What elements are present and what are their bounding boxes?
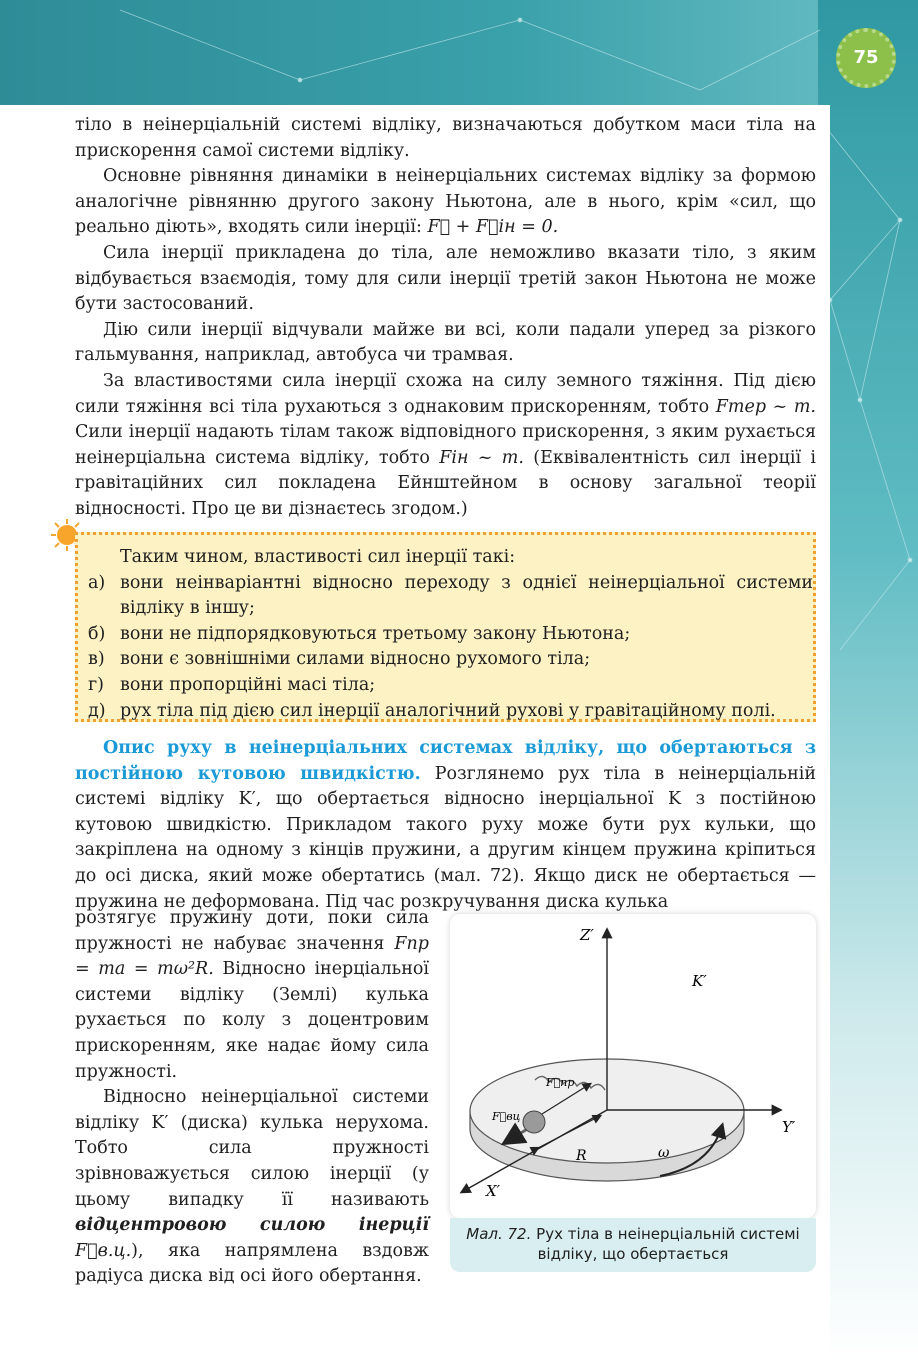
- list-item: а) вони неінваріантні відносно переходу з однієї неінерціальної системи відліку в іншу;: [88, 572, 813, 619]
- formula-newton-inertial: F⃗ + F⃗ін = 0.: [427, 217, 559, 238]
- page-number-badge: 75: [836, 28, 896, 88]
- paragraph-2: Основне рівняння динаміки в неінерціальних системах відліку за формою аналогічне рівнянню другого закону Ньютона, але в нього, крім «сил, що реально діють», входять сили інерції: F⃗ + F⃗ін = 0.: [75, 166, 816, 238]
- section-rotating-frames: [75, 736, 816, 915]
- elastic-force-label: F⃗пр: [546, 1076, 575, 1089]
- caption-text: Рух тіла в неінерціальній системі відліку, що обертається: [536, 1225, 800, 1263]
- omega-label: ω: [658, 1145, 670, 1161]
- ball: [523, 1111, 545, 1133]
- left-paragraph-1: розтягує пружину доти, поки сила пружності не набуває значення Fпр = ma = mω²R. Відносно інерціальної системи відліку (Землі) кулька рухається по колу з доцентровим прискоренням, яке надає йому сила пружності.: [75, 908, 429, 1082]
- frame-label: K′: [692, 972, 707, 990]
- section-text: Розглянемо рух тіла в неінерціальній системі відліку K′, що обертається відносно інерціальної K з постійною кутовою швидкістю. Прикладом такого руху може бути рух кульки, що закріплена на одному з кінців пружини, а другим кінцем пружина кріпиться до осі диска, який може обертатись (мал. 72). Якщо диск не обертається — пружина не деформована. Під час розкручування диска кулька: [75, 763, 816, 912]
- figure-caption: [450, 1218, 816, 1272]
- list-item: в) вони є зовнішніми силами відносно рухомого тіла;: [88, 649, 591, 670]
- rotating-disk-diagram: [450, 914, 816, 1218]
- paragraph-1: тіло в неінерціальній системі відліку, визначаються добутком маси тіла на прискорення самої системи відліку.: [75, 115, 816, 161]
- summary-box: [75, 532, 816, 722]
- term-centrifugal-force: відцентровою силою інерції: [75, 1215, 429, 1236]
- formula-elastic-force: Fпр = ma = mω²R.: [75, 933, 429, 980]
- list-item: г) вони пропорційні масі тіла;: [88, 674, 376, 695]
- main-text: [75, 113, 816, 523]
- left-column-text: [75, 906, 429, 1290]
- list-item: б) вони не підпорядковуються третьому закону Ньютона;: [88, 623, 631, 644]
- paragraph-3: Сила інерції прикладена до тіла, але неможливо вказати тіло, з яким відбувається взаємодія, тому для сили інерції третій закон Ньютона не може бути застосований.: [75, 242, 816, 315]
- x-label: X′: [486, 1182, 501, 1200]
- paragraph-4: Дію сили інерції відчували майже ви всі, коли падали уперед за різкого гальмування, наприклад, автобуса чи трамвая.: [75, 319, 816, 366]
- y-label: Y′: [782, 1118, 796, 1136]
- radius-label: R: [576, 1148, 587, 1164]
- section-heading: Опис руху в неінерціальних системах відліку, що обертаються з постійною кутовою швидкістю.: [75, 738, 816, 784]
- formula-gravity-proportion: Fтер ~ m.: [715, 396, 816, 417]
- left-paragraph-2: Відносно неінерціальної системи відліку K′ (диска) кулька нерухома. Тобто сила пружності зрівноважується силою інерції (у цьому випадку її називають відцентровою силою інерції F⃗в.ц.), яка напрямлена вздовж радіуса диска від осі його обертання.: [75, 1087, 429, 1287]
- summary-intro: Таким чином, властивості сил інерції такі:: [120, 547, 516, 567]
- caption-number: Мал. 72.: [466, 1225, 532, 1243]
- figure-72: [450, 914, 816, 1218]
- z-label: Z′: [580, 926, 594, 944]
- inertia-force-label: F⃗вц: [492, 1110, 521, 1123]
- formula-centrifugal: F⃗в.ц.: [75, 1240, 132, 1261]
- paragraph-5: За властивостями сила інерції схожа на силу земного тяжіння. Під дією сили тяжіння всі тіла рухаються з однаковим прискоренням, тобто Fтер ~ m. Сили інерції надають тілам також відповідного прискорення, з яким рухається неінерціальна система відліку, тобто Fін ~ m. (Еквівалентність сил інерції і гравітаційних сил покладена Ейнштейном в основу загальної теорії відносності. Про це ви дізнаєтесь згодом.): [75, 370, 817, 519]
- formula-inertia-proportion: Fін ~ m.: [439, 447, 524, 468]
- list-item: д) рух тіла під дією сил інерції аналогічний рухові у гравітаційному полі.: [88, 700, 776, 721]
